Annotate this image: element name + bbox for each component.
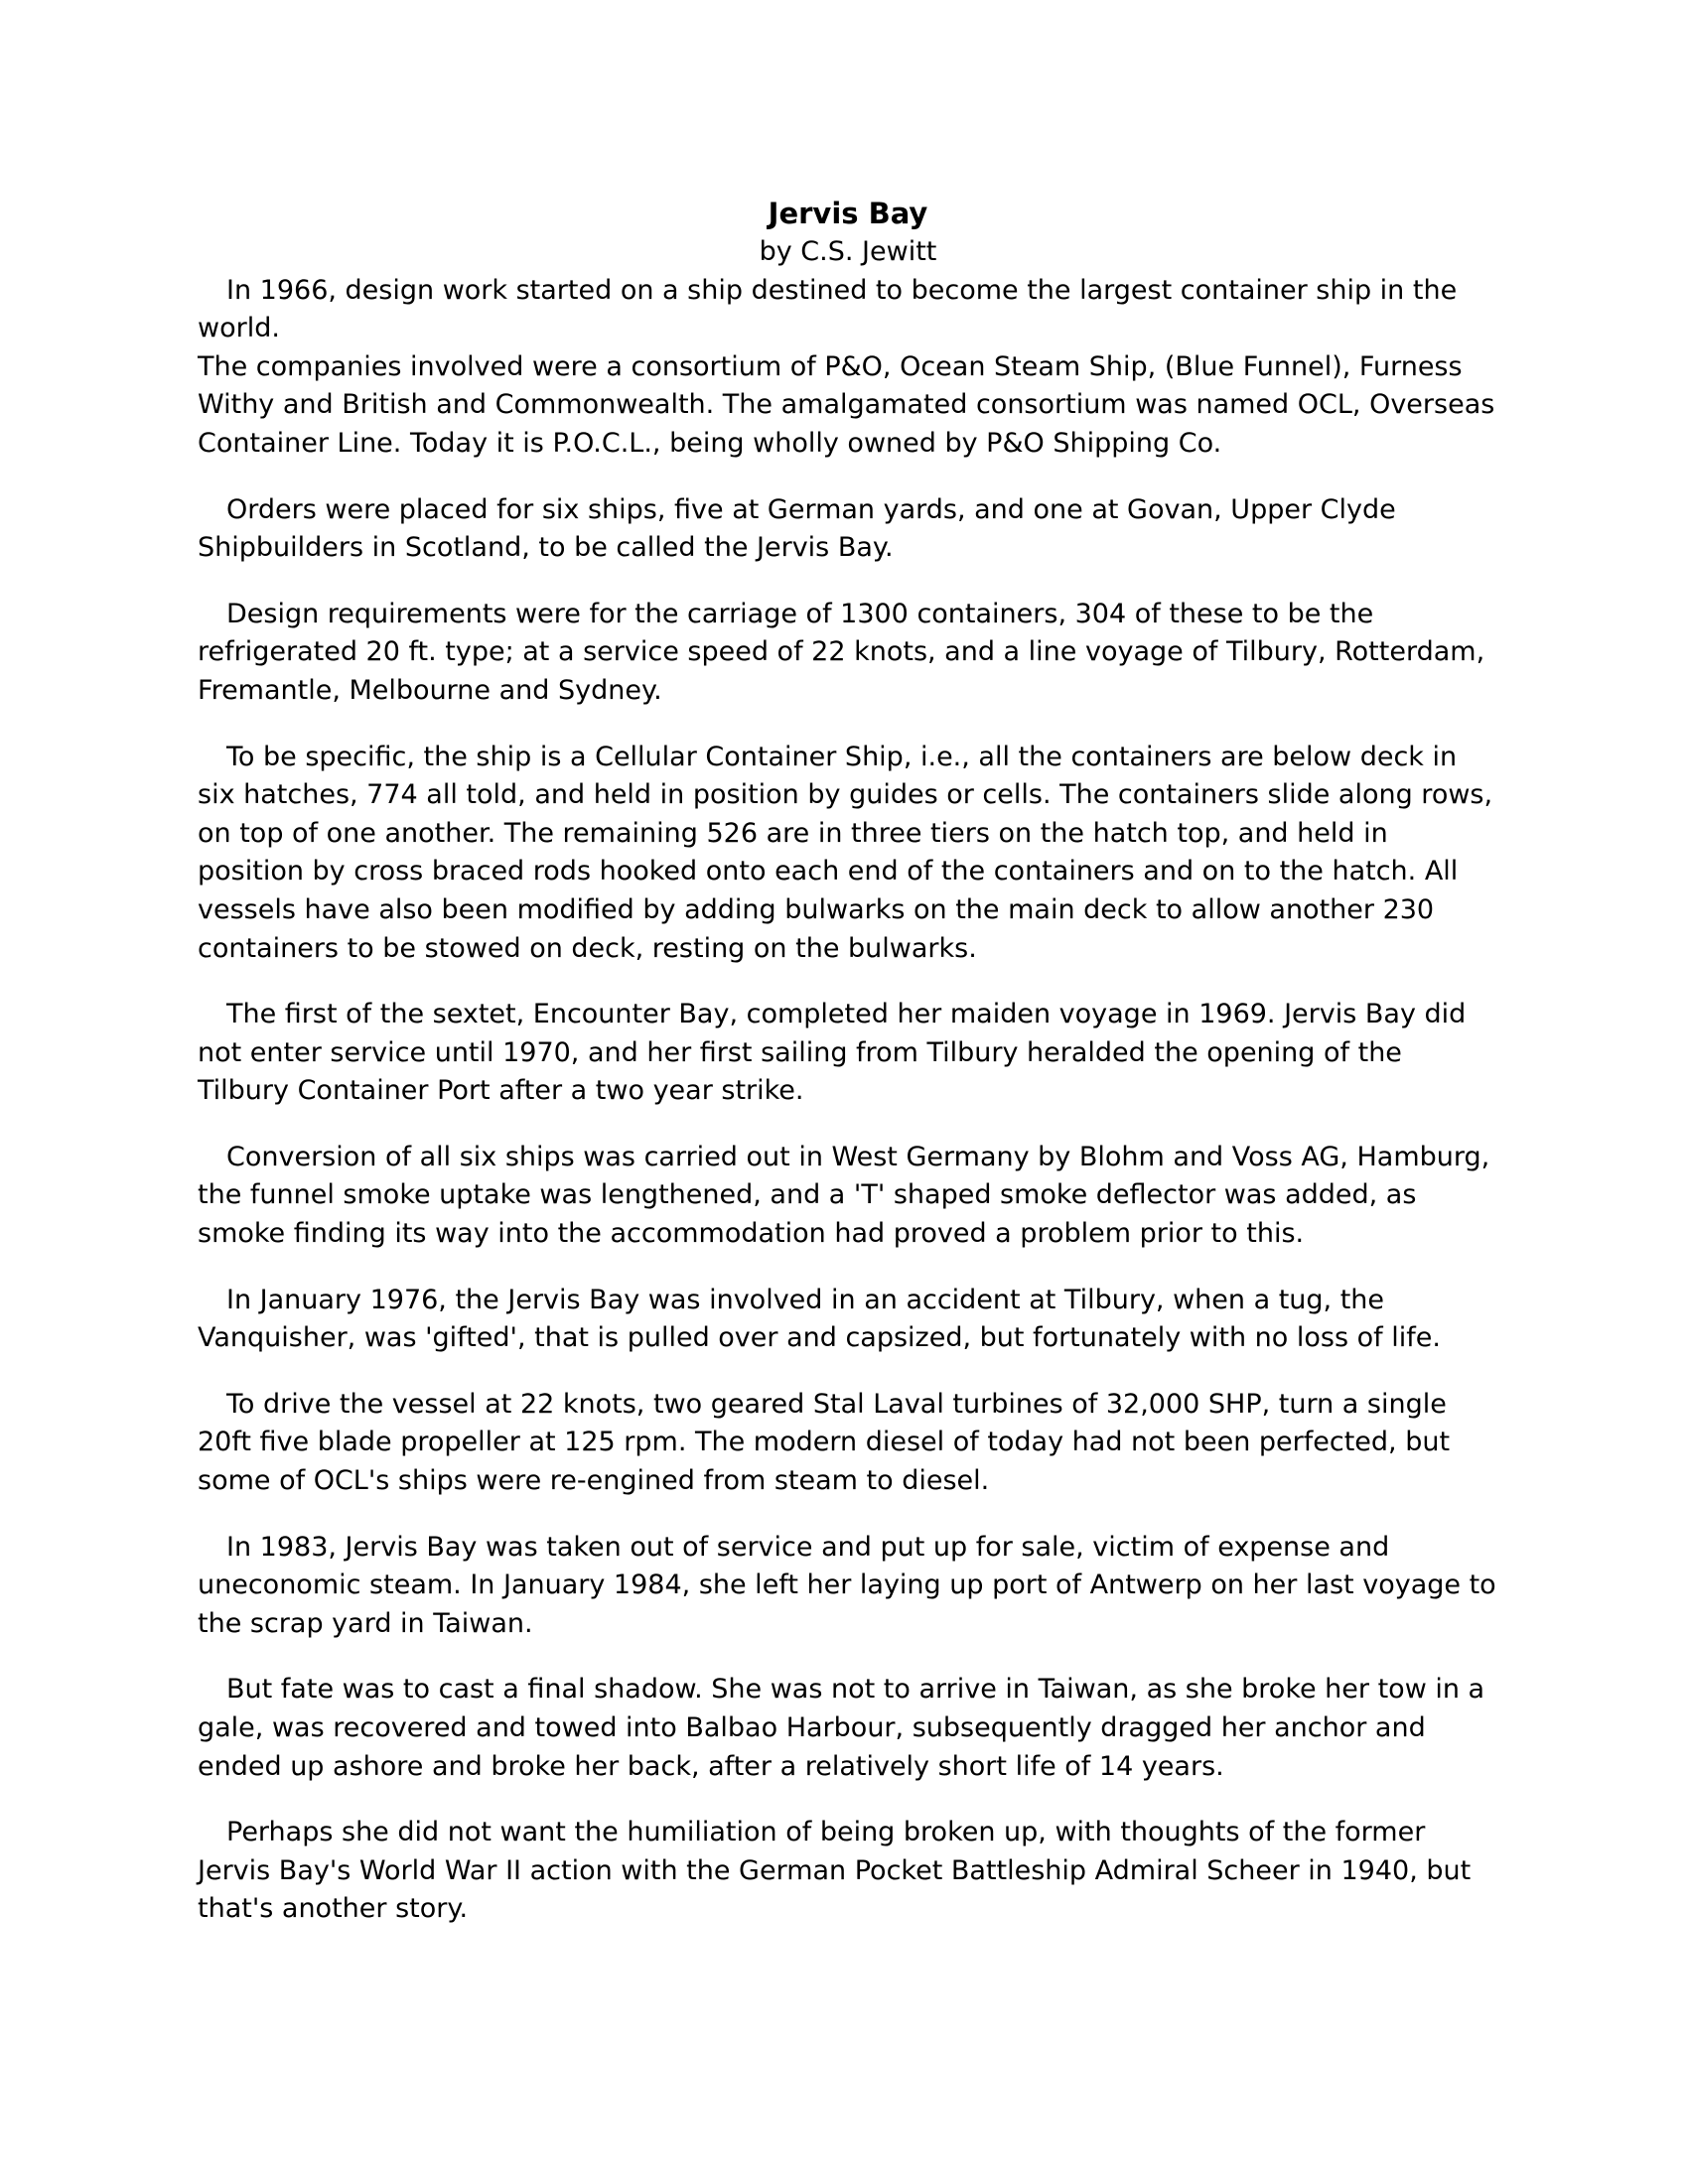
paragraph-intro: In 1966, design work started on a ship destined to become the largest container ship in the world. (198, 274, 1458, 344)
document-page (198, 194, 1498, 1929)
article-title: Jervis Bay (768, 197, 928, 230)
paragraph-maiden-voyage: The first of the sextet, Encounter Bay, completed her maiden voyage in 1969. Jervis Bay did not enter service until 1970, and her first sailing from Tilbury heralded the opening of the Tilbury Container Port after a two year strike. (198, 999, 1467, 1107)
paragraph-design-requirements: Design requirements were for the carriage of 1300 containers, 304 of these to be the refrigerated 20 ft. type; at a service speed of 22 knots, and a line voyage of Tilbury, Rotterdam, Fremantle, Melbourne and Sydney. (198, 598, 1485, 706)
paragraph-accident: In January 1976, the Jervis Bay was involved in an accident at Tilbury, when a tug, the Vanquisher, was 'gifted', that is pulled over and capsized, but fortunately with no loss of life. (198, 1284, 1441, 1354)
paragraph-final-shadow: But fate was to cast a final shadow. She was not to arrive in Taiwan, as she broke her tow in a gale, was recovered and towed into Balbao Harbour, subsequently dragged her anchor and ended up ashore and broke her back, after a relatively short life of 14 years. (198, 1674, 1485, 1782)
paragraph-closing: Perhaps she did not want the humiliation of being broken up, with thoughts of the former Jervis Bay's World War II action with the German Pocket Battleship Admiral Scheer in 1940, but that's another story. (198, 1817, 1472, 1925)
paragraph-out-of-service: In 1983, Jervis Bay was taken out of service and put up for sale, victim of expense and uneconomic steam. In January 1984, she left her laying up port of Antwerp on her last voyage to the scrap yard in Taiwan. (198, 1531, 1496, 1639)
paragraph-orders: Orders were placed for six ships, five at German yards, and one at Govan, Upper Clyde Shipbuilders in Scotland, to be called the Jervis Bay. (198, 493, 1396, 564)
paragraph-cellular-ship: To be specific, the ship is a Cellular Container Ship, i.e., all the containers are below deck in six hatches, 774 all told, and held in position by guides or cells. The containers slide along rows, on top of one another. The remaining 526 are in three tiers on the hatch top, and held in position by cross braced rods hooked onto each end of the containers and on to the hatch. All vessels have also been modified by adding bulwarks on the main deck to allow another 230 containers to be stowed on deck, resting on the bulwarks. (198, 741, 1493, 964)
article-byline: by C.S. Jewitt (759, 236, 937, 267)
paragraph-conversion: Conversion of all six ships was carried out in West Germany by Blohm and Voss AG, Hamburg, the funnel smoke uptake was lengthened, and a 'T' shaped smoke deflector was added, as smoke finding its way into the accommodation had proved a problem prior to this. (198, 1141, 1490, 1250)
paragraph-propulsion: To drive the vessel at 22 knots, two geared Stal Laval turbines of 32,000 SHP, turn a single 20ft five blade propeller at 125 rpm. The modern diesel of today had not been perfected, but some of OCL's ships were re-engined from steam to diesel. (198, 1388, 1451, 1497)
paragraph-consortium: The companies involved were a consortium of P&O, Ocean Steam Ship, (Blue Funnel), Furness Withy and British and Commonwealth. The amalgamated consortium was named OCL, Overseas Container Line. Today it is P.O.C.L., being wholly owned by P&O Shipping Co. (198, 350, 1495, 459)
